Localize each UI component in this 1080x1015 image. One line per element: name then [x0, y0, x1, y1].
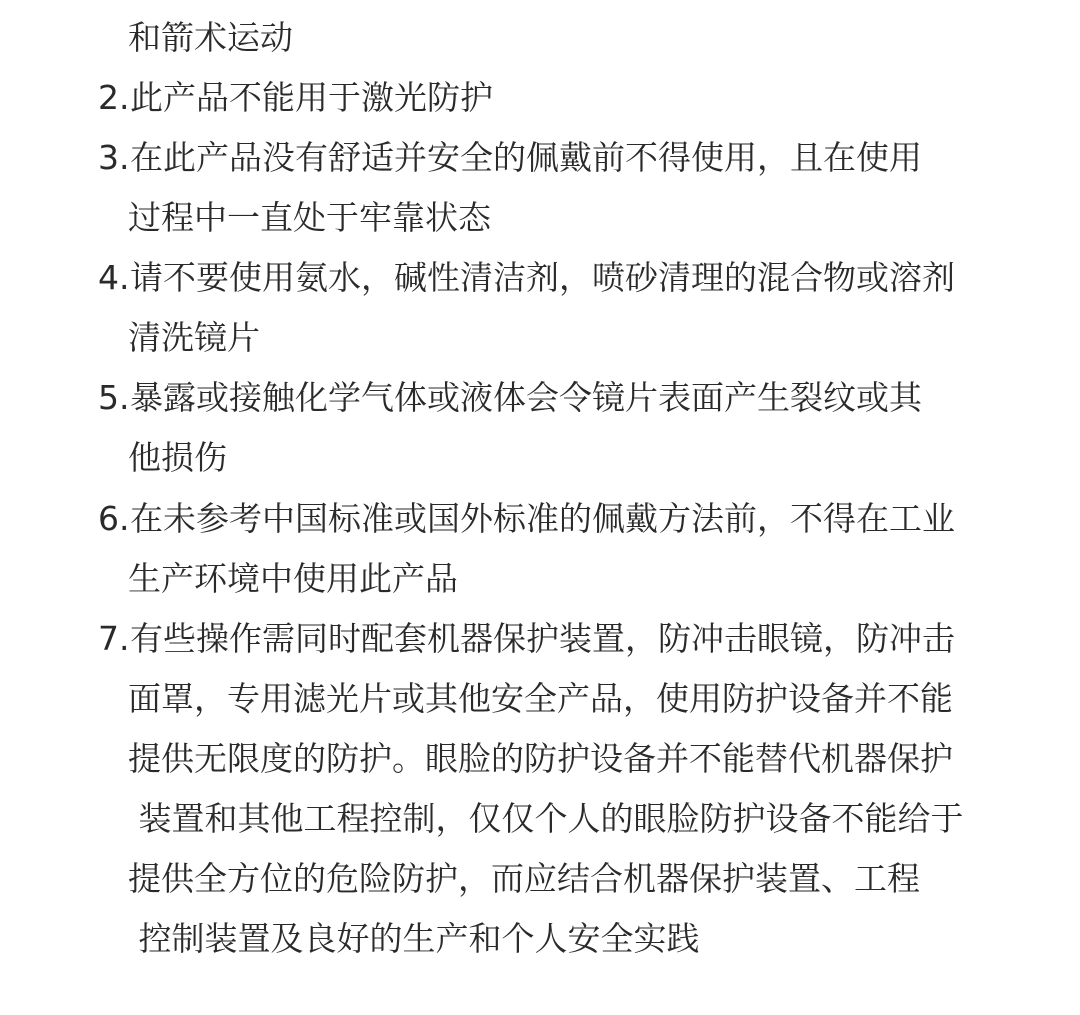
- line-text: 他损伤: [128, 438, 227, 477]
- line-text: 请不要使用氨水，碱性清洁剂，喷砂清理的混合物或溶剂: [130, 258, 955, 297]
- line-text: 提供全方位的危险防护，而应结合机器保护装置、工程: [128, 859, 920, 898]
- item-number: 7.: [98, 619, 130, 658]
- line-text: 和箭术运动: [128, 18, 293, 57]
- item-number: 5.: [98, 378, 130, 417]
- line-text: 提供无限度的防护。眼脸的防护设备并不能替代机器保护: [128, 739, 953, 778]
- line-text: 过程中一直处于牢靠状态: [128, 198, 491, 237]
- line-text: 清洗镜片: [128, 318, 260, 357]
- line-text: 暴露或接触化学气体或液体会令镜片表面产生裂纹或其: [130, 378, 922, 417]
- item-number: 2.: [98, 78, 130, 117]
- item-number: 6.: [98, 499, 130, 538]
- item-number: 3.: [98, 138, 130, 177]
- line-text: 此产品不能用于激光防护: [130, 78, 493, 117]
- line-text: 在未参考中国标准或国外标准的佩戴方法前，不得在工业: [130, 499, 955, 538]
- line-text: 有些操作需同时配套机器保护装置，防冲击眼镜，防冲击: [130, 619, 955, 658]
- line-text: 生产环境中使用此产品: [128, 559, 458, 598]
- line-text: 在此产品没有舒适并安全的佩戴前不得使用，且在使用: [130, 138, 922, 177]
- item-number: 4.: [98, 258, 130, 297]
- line-text: 控制装置及良好的生产和个人安全实践: [128, 919, 700, 958]
- line-text: 装置和其他工程控制，仅仅个人的眼脸防护设备不能给于: [128, 799, 964, 838]
- line-text: 面罩，专用滤光片或其他安全产品，使用防护设备并不能: [128, 679, 953, 718]
